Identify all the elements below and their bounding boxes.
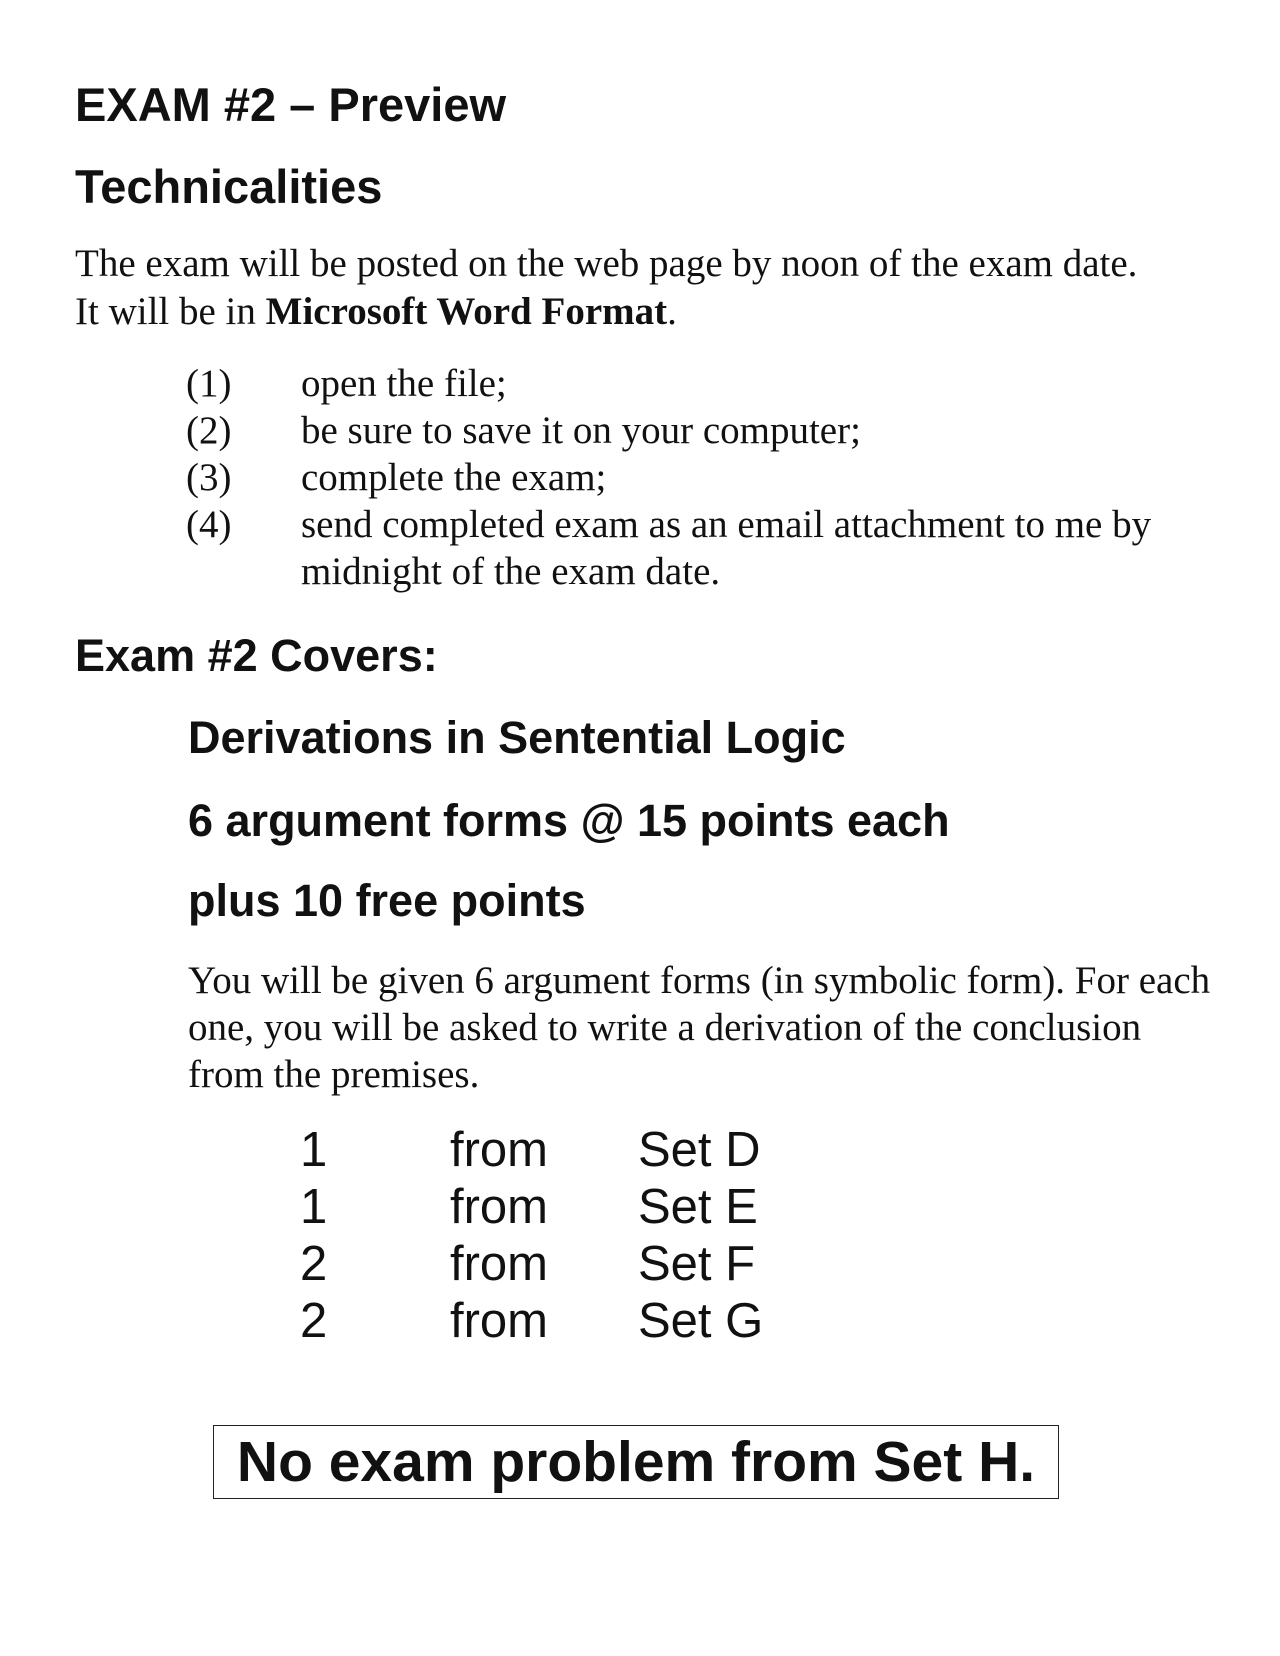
intro-line-2-suffix: . xyxy=(667,290,677,333)
step-item xyxy=(186,407,1206,454)
step-item xyxy=(186,454,1206,501)
set-row xyxy=(300,1122,763,1179)
step-number: (4) xyxy=(186,503,232,546)
set-count: 2 xyxy=(300,1237,328,1291)
intro-line-2 xyxy=(75,288,1215,336)
set-row xyxy=(300,1236,763,1293)
set-from: from xyxy=(450,1294,548,1348)
step-number: (2) xyxy=(186,409,232,452)
step-text: send completed exam as an email attachment to me by midnight of the exam date. xyxy=(301,503,1152,593)
set-from: from xyxy=(450,1237,548,1291)
intro-line-1: The exam will be posted on the web page by noon of the exam date. xyxy=(75,242,1138,285)
step-text: open the file; xyxy=(301,362,507,405)
set-name: Set D xyxy=(638,1123,761,1177)
page-title: EXAM #2 – Preview xyxy=(75,78,507,131)
step-number: (3) xyxy=(186,456,232,499)
steps-list xyxy=(186,360,1206,595)
technicalities-intro xyxy=(75,240,1215,336)
step-text: be sure to save it on your computer; xyxy=(301,409,861,452)
covers-heading: Exam #2 Covers: xyxy=(75,630,438,681)
set-from: from xyxy=(450,1123,548,1177)
step-item xyxy=(186,360,1206,407)
format-name: Microsoft Word Format xyxy=(265,290,668,333)
sets-table xyxy=(300,1122,763,1350)
set-count: 1 xyxy=(300,1180,328,1234)
set-name: Set E xyxy=(638,1180,758,1234)
step-text: complete the exam; xyxy=(301,456,607,499)
set-count: 2 xyxy=(300,1294,328,1348)
set-row xyxy=(300,1179,763,1236)
set-count: 1 xyxy=(300,1123,328,1177)
notice-box: No exam problem from Set H. xyxy=(213,1425,1059,1499)
set-name: Set G xyxy=(638,1294,764,1348)
set-row xyxy=(300,1293,763,1350)
set-from: from xyxy=(450,1180,548,1234)
step-item xyxy=(186,501,1206,595)
set-name: Set F xyxy=(638,1237,756,1291)
topic-heading: Derivations in Sentential Logic xyxy=(188,712,846,763)
bonus-heading: plus 10 free points xyxy=(188,875,586,926)
step-number: (1) xyxy=(186,362,232,405)
scoring-heading: 6 argument forms @ 15 points each xyxy=(188,795,950,846)
covers-description: You will be given 6 argument forms (in symbolic form). For each one, you will be asked to write a derivation of the conclusion from the premises. xyxy=(188,959,1211,1096)
technicalities-heading: Technicalities xyxy=(75,160,383,213)
intro-line-2-prefix: It will be in xyxy=(75,290,266,333)
